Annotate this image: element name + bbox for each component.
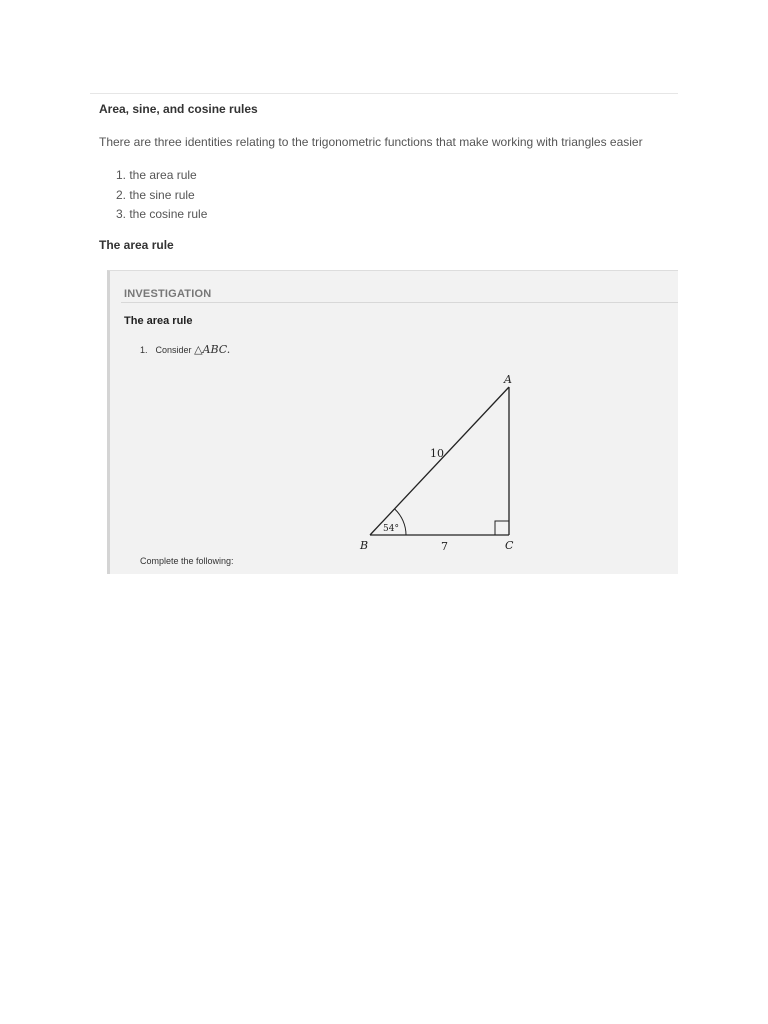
rules-list: [116, 167, 207, 226]
list-item: 3. the cosine rule: [116, 207, 208, 221]
intro-paragraph: There are three identities relating to the trigonometric functions that make working with triangles easier: [99, 135, 643, 149]
complete-instruction: Complete the following:: [140, 556, 234, 566]
top-divider: [90, 93, 678, 94]
right-angle-marker: [495, 521, 509, 535]
angle-label-b: 54°: [383, 524, 399, 534]
triangle-diagram: [110, 271, 681, 575]
investigation-box: [107, 270, 678, 574]
list-item: 2. the sine rule: [116, 187, 195, 202]
step-number: 1.: [140, 345, 148, 355]
vertex-label-c: C: [505, 539, 514, 552]
list-item: 1. the area rule: [116, 168, 197, 182]
investigation-header: INVESTIGATION: [124, 288, 212, 300]
side-label-bc: 7: [441, 540, 448, 553]
investigation-title: The area rule: [124, 315, 193, 327]
vertex-label-b: B: [360, 539, 369, 552]
section-title: Area, sine, and cosine rules: [99, 102, 258, 116]
subsection-title: The area rule: [99, 238, 174, 252]
side-ab: [370, 387, 509, 535]
side-label-ab: 10: [430, 447, 444, 460]
vertex-label-a: A: [504, 373, 512, 386]
step-math: △ABC.: [194, 343, 231, 356]
step-text: Consider: [155, 345, 192, 355]
